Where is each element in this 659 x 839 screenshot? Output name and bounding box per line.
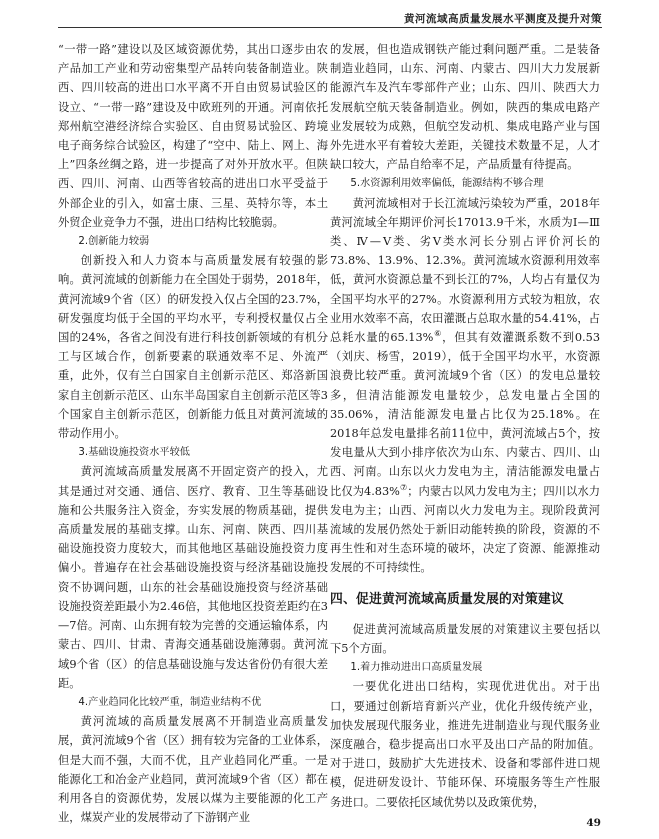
footnote-mark: ⑦ (399, 482, 408, 492)
header-title: 黄河流域高质量发展水平测度及提升对策 (404, 13, 602, 25)
paragraph: 黄河流域高质量发展离不开固定资产的投入，尤其是通过对交通、通信、医疗、教育、卫生等基础设施和公共服务注入资金，夯实发展的物质基础，提供高质量发展的基础支撑。山东、河南、陕西、四川基础设施投资力度较大，而其他地区基础设施投资力度偏小。普遍存在社会基础设施投资与经济基础设施投资不协调问题，山东的社会基础设施投资与经济基础设施投资差距最小为2.46倍，其他地区投资差距约在3—7倍。河南、山东拥有较为完善的交通运输体系，内蒙古、四川、甘肃、青海交通基础设施薄弱。黄河流域9个省（区）的信息基础设施与发达省份仍有很大差距。 (58, 465, 328, 690)
header-rule (58, 27, 602, 28)
subheading: 4.产业趋同化比较严重，制造业结构不优 (78, 696, 262, 708)
paragraph: 创新投入和人力资本与高质量发展有较强的影响。黄河流域的创新能力在全国处于弱势，2018年，黄河流域9个省（区）的研发投入仅占全国的23.7%，研发强度均低于全国的平均水平，专利授权量仅占全国的24%，各省之间没有进行科技创新领域的有机分工与区域合作，创新要素的联通效率不足、外流严重，此外，仅有兰白国家自主创新示范区、郑洛新国家自主创新示范区、山东半岛国家自主创新示范区等3个国家自主创新示范区，创新能力低且对黄河流域的带动作用小。 (58, 254, 328, 441)
subheading: 1.着力推动进出口高质量发展 (350, 662, 483, 674)
page-number: 49 (586, 817, 601, 829)
running-header (58, 6, 602, 28)
paragraph-text: ；内蒙古以风力发电为主；四川以水力发电为主；山西、河南以火力发电为主。现阶段黄河流域的发展仍然处于新旧动能转换的阶段，资源的不再生性和对生态环境的破坏，决定了资源、能源推动发展的不可持续性。 (330, 484, 600, 575)
subheading: 2.创新能力较弱 (78, 236, 150, 248)
paragraph: 促进黄河流域高质量发展的对策建议主要包括以下5个方面。 (330, 622, 600, 655)
paragraph (330, 194, 600, 578)
subheading: 5.水资源利用效率偏低，能源结构不够合理 (350, 178, 544, 190)
paragraph-text: 黄河流域相对于长江流域污染较为严重，2018年黄河流域全年期评价河长17013.9千米，水质为Ⅰ—Ⅲ类、Ⅳ—Ⅴ类、劣Ⅴ类水河长分别占评价河长的73.8%、13.9%、12.3%。黄河流域水资源利用效率低，黄河水资源总量不到长江的7%，人均占有量仅为全国平均水平的27%。水资源利用方式较为粗放，农业用水效率不高，农田灌溉占总取水量的54.41%，占总耗水量的65.13% (330, 196, 600, 345)
paragraph: 黄河流域的高质量发展离不开制造业高质量发展，黄河流域9个省（区）拥有较为完备的工业体系，但是大而不强，大而不优，且产业趋同化严重。一是能源化工和冶金产业趋同，黄河流域9个省（区）都在利用各自的资源优势，发展以煤为主要能源的化工产业，煤炭产业的发展带动了下游钢产业 (58, 715, 328, 825)
paragraph-text: ，但其有效灌溉系数不到0.53（刘庆、杨雪，2019），低于全国平均水平，水资源浪费比较严重。黄河流域9个省（区）的发电总量较多，但清洁能源发电量较少，总发电量占全国的35.06%，清洁能源发电量占比仅为25.18%。在2018年总发电量排名前11位中，黄河流域占5个，按发电量从大到小排序依次为山东、内蒙古、四川、山西、河南。山东以火力发电为主，清洁能源发电量占比仅为4.83% (330, 331, 601, 498)
left-column (58, 40, 328, 827)
paragraph: “一带一路”建设以及区域资源优势，其出口逐步由农产品加工产业和劳动密集型产品转向装备制造业。陕西、四川较高的进出口水平离不开自由贸易试验区的设立、“一带一路”建设及中欧班列的开通。河南依托郑州航空港经济综合实验区、自由贸易试验区、跨境电子商务综合试验区，构建了“空中、陆上、网上、海上”四条丝绸之路，进一步提高了对外开放水平。但陕西、四川、河南、山西等省较高的进出口水平受益于外部企业的引入，如富士康、三星、英特尔等，本土外贸企业竞争力不强，进出口结构比较脆弱。 (58, 43, 328, 229)
paragraph: 的发展，但也造成钢铁产能过剩问题严重。二是装备制造业趋同，山东、河南、内蒙古、四川大力发展新能源汽车及汽车零部件产业；山东、四川、陕西大力发展航空航天装备制造业。例如，陕西的集成电路产业发展较为成熟，但航空发动机、集成电路产业与国外先进水平有着较大差距，关键技术数量不足，人才缺口较大，产品自给率不足，产品质量有待提高。 (330, 43, 600, 172)
subheading: 3.基础设施投资水平较低 (78, 447, 190, 459)
paragraph: 一要优化进出口结构，实现优进优出。对于出口，要通过创新培育新兴产业，优化升级传统产业，加快发展现代服务业，推进先进制造业与现代服务业深度融合，稳步提高出口水平及出口产品的附加值。对于进口，鼓励扩大先进技术、设备和零部件进口规模，促进研发设计、节能环保、环境服务等生产性服务进口。二要依托区域优势以及政策优势， (330, 680, 600, 809)
footnote-mark: ⑥ (433, 329, 443, 339)
right-column (330, 40, 600, 812)
section-heading: 四、促进黄河流域高质量发展的对策建议 (330, 591, 564, 607)
